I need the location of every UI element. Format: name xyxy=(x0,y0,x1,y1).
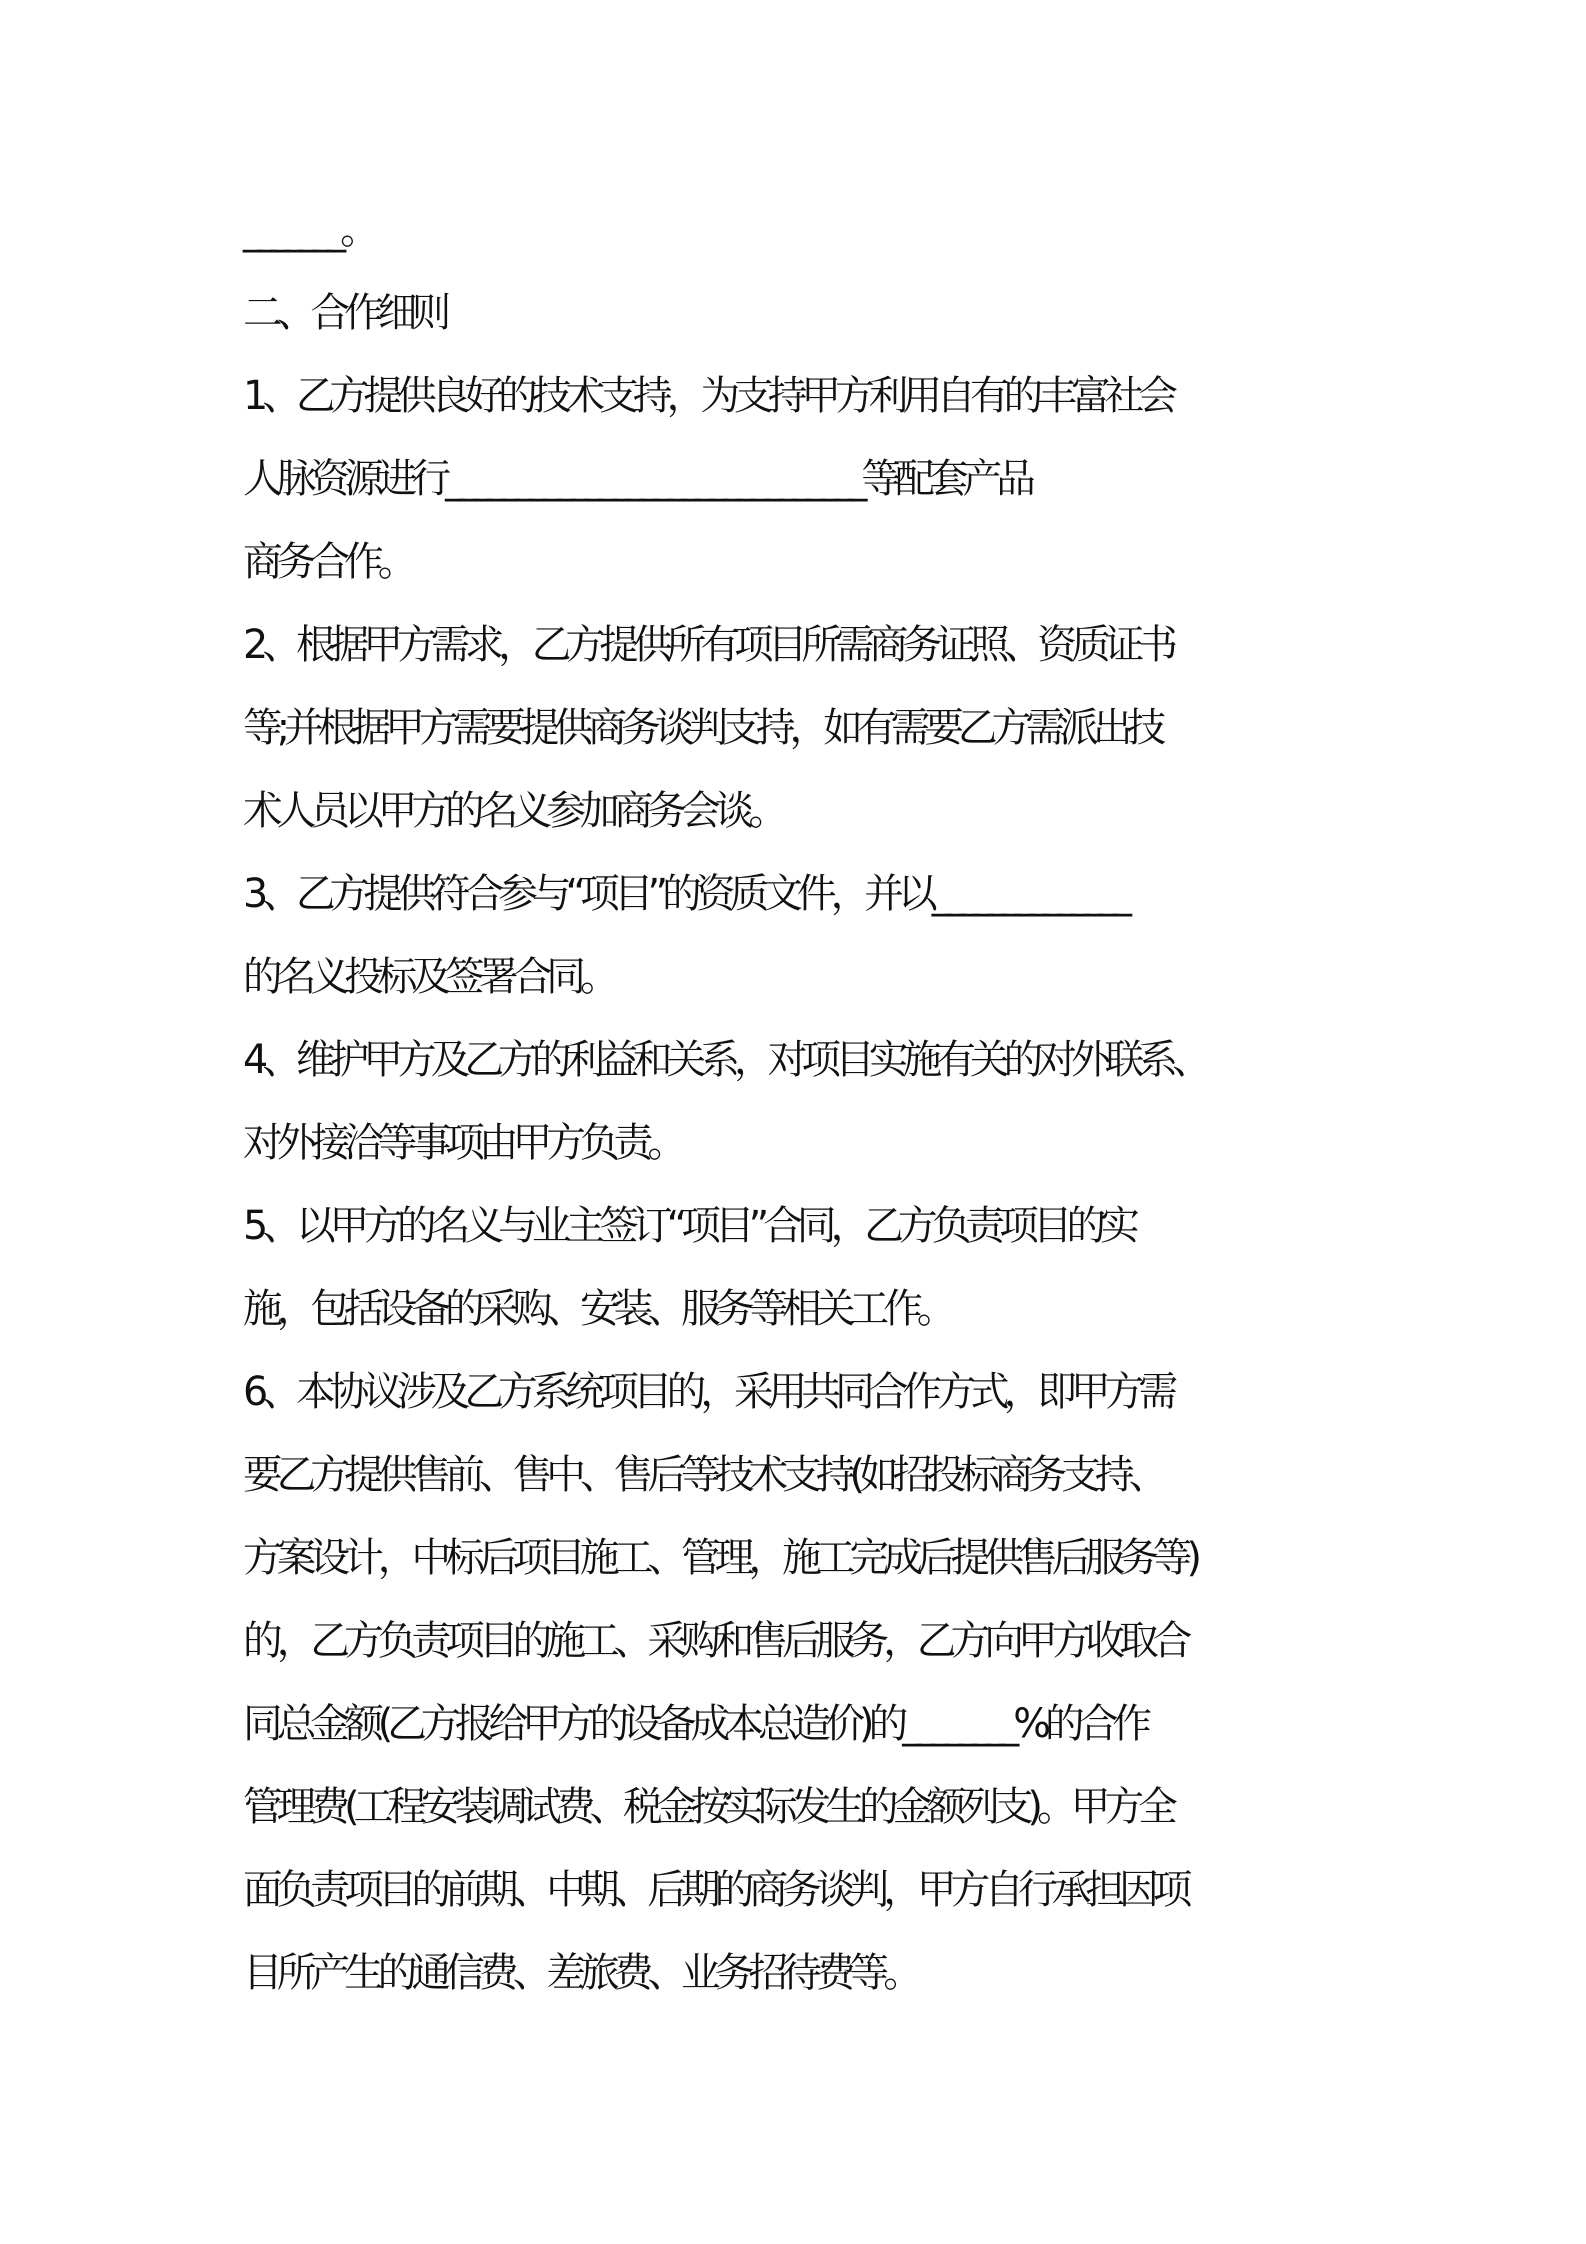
text-line-14: 施，包括设备的采购、安装、服务等相关工作。 xyxy=(243,1286,951,1332)
text-line-21: 面负责项目的前期、中期、后期的商务谈判，甲方自行承担因项 xyxy=(243,1867,1187,1913)
text-line-20: 管理费(工程安装调试费、税金按实际发生的金额列支)。甲方全 xyxy=(243,1784,1172,1830)
text-line-17: 方案设计，中标后项目施工、管理，施工完成后提供售后服务等) xyxy=(243,1535,1197,1581)
text-line-16: 要乙方提供售前、售中、售后等技术支持(如招投标商务支持、 xyxy=(243,1452,1163,1498)
text-line-15: 6、本协议涉及乙方系统项目的，采用共同合作方式，即甲方需 xyxy=(243,1369,1173,1415)
text-line-12: 对外接洽等事项由甲方负责。 xyxy=(243,1120,682,1166)
text-line-18: 的，乙方负责项目的施工、采购和售后服务，乙方向甲方收取合 xyxy=(243,1618,1187,1664)
text-line-4: 人脉资源进行______________________________等配套产品 xyxy=(243,456,1030,502)
text-line-11: 4、维护甲方及乙方的利益和关系，对项目实施有关的对外联系、 xyxy=(243,1037,1206,1083)
text-line-3: 1、乙方提供良好的技术支持，为支持甲方利用自有的丰富社会 xyxy=(243,373,1173,419)
text-line-10: 的名义投标及签署合同。 xyxy=(243,954,614,1000)
text-line-13: 5、以甲方的名义与业主签订“项目”合同，乙方负责项目的实 xyxy=(243,1203,1134,1249)
text-line-22: 目所产生的通信费、差旅费、业务招待费等。 xyxy=(243,1950,917,1996)
text-line-19: 同总金额(乙方报给甲方的设备成本总造价)的________%的合作 xyxy=(243,1701,1147,1747)
text-line-1: _______。 xyxy=(243,207,374,253)
text-line-5: 商务合作。 xyxy=(243,539,412,585)
section-heading: 二、合作细则 xyxy=(243,290,446,336)
text-line-9: 3、乙方提供符合参与“项目”的资质文件，并以______________ xyxy=(243,871,1126,917)
text-line-8: 术人员以甲方的名义参加商务会谈。 xyxy=(243,788,783,834)
text-line-7: 等;并根据甲方需要提供商务谈判支持，如有需要乙方需派出技 xyxy=(243,705,1161,751)
text-line-6: 2、根据甲方需求，乙方提供所有项目所需商务证照、资质证书 xyxy=(243,622,1173,668)
